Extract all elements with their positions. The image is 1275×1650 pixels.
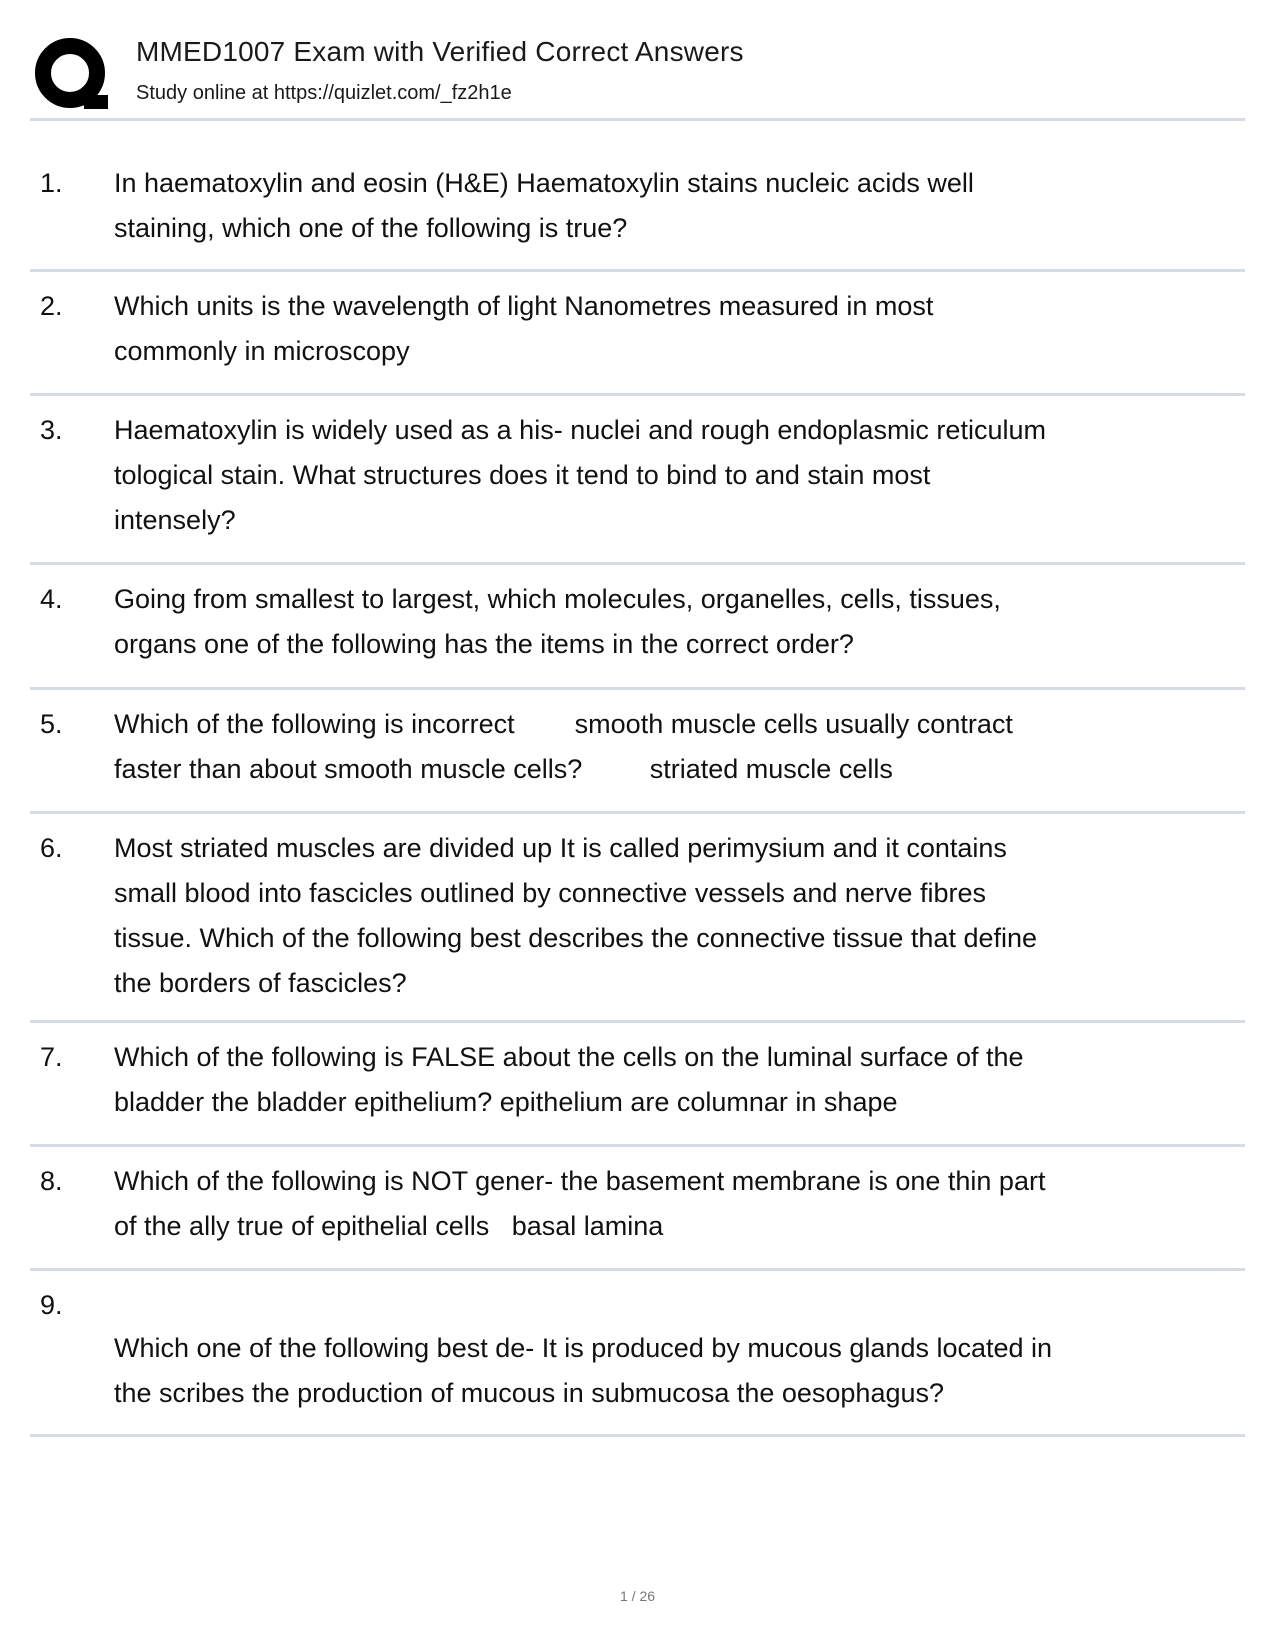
question-line: organs one of the following has the items in the correct order? bbox=[114, 629, 854, 659]
question-number: 6. bbox=[40, 833, 63, 863]
question-line: Most striated muscles are divided up It is called perimysium and it contains bbox=[114, 833, 1007, 863]
question-text bbox=[114, 1159, 1224, 1249]
question-number: 4. bbox=[40, 584, 63, 614]
document-subtitle: Study online at https://quizlet.com/_fz2h1e bbox=[136, 82, 512, 104]
question-item bbox=[30, 396, 1245, 565]
question-line: of the ally true of epithelial cells basal lamina bbox=[114, 1211, 664, 1241]
page-indicator: 1 / 26 bbox=[619, 1588, 656, 1604]
question-text bbox=[114, 284, 1224, 374]
question-line: the borders of fascicles? bbox=[114, 968, 407, 998]
question-line: Going from smallest to largest, which molecules, organelles, cells, tissues, bbox=[114, 584, 1001, 614]
question-text bbox=[114, 577, 1224, 667]
question-item bbox=[30, 690, 1245, 814]
question-line: Which units is the wavelength of light Nanometres measured in most bbox=[114, 291, 934, 321]
question-item bbox=[30, 272, 1245, 396]
question-number: 7. bbox=[40, 1042, 63, 1072]
quizlet-q-logo-icon bbox=[32, 35, 112, 115]
question-item bbox=[30, 1147, 1245, 1271]
question-line: the scribes the production of mucous in submucosa the oesophagus? bbox=[114, 1378, 945, 1408]
question-text bbox=[114, 1326, 1224, 1416]
question-item bbox=[30, 565, 1245, 690]
question-line: intensely? bbox=[114, 505, 236, 535]
question-text bbox=[114, 161, 1224, 251]
question-number: 8. bbox=[40, 1166, 63, 1196]
question-line: Which of the following is incorrect smooth muscle cells usually contract bbox=[114, 709, 1013, 739]
question-number: 1. bbox=[40, 168, 63, 198]
question-line: tological stain. What structures does it tend to bind to and stain most bbox=[114, 460, 931, 490]
question-line: faster than about smooth muscle cells? striated muscle cells bbox=[114, 754, 893, 784]
question-text bbox=[114, 826, 1224, 1006]
page-header bbox=[30, 30, 1245, 120]
question-text bbox=[114, 1035, 1224, 1125]
question-item bbox=[30, 814, 1245, 1023]
question-list bbox=[30, 121, 1245, 1437]
question-line: tissue. Which of the following best describes the connective tissue that define bbox=[114, 923, 1038, 953]
question-line: In haematoxylin and eosin (H&E) Haematoxylin stains nucleic acids well bbox=[114, 168, 974, 198]
question-item bbox=[30, 1023, 1245, 1147]
question-line: staining, which one of the following is true? bbox=[114, 213, 628, 243]
question-number: 9. bbox=[40, 1290, 63, 1320]
question-line: Which of the following is NOT gener- the basement membrane is one thin part bbox=[114, 1166, 1046, 1196]
question-line: Which one of the following best de- It is produced by mucous glands located in bbox=[114, 1333, 1053, 1363]
question-text bbox=[114, 408, 1224, 543]
question-line: small blood into fascicles outlined by connective vessels and nerve fibres bbox=[114, 878, 986, 908]
question-item bbox=[30, 121, 1245, 272]
question-number: 3. bbox=[40, 415, 63, 445]
question-number: 5. bbox=[40, 709, 63, 739]
question-number: 2. bbox=[40, 291, 63, 321]
question-text bbox=[114, 702, 1224, 792]
question-line: bladder the bladder epithelium? epithelium are columnar in shape bbox=[114, 1087, 898, 1117]
question-line: Which of the following is FALSE about the cells on the luminal surface of the bbox=[114, 1042, 1024, 1072]
question-item bbox=[30, 1271, 1245, 1437]
document-title: MMED1007 Exam with Verified Correct Answers bbox=[136, 36, 744, 67]
question-line: Haematoxylin is widely used as a his- nuclei and rough endoplasmic reticulum bbox=[114, 415, 1046, 445]
question-line: commonly in microscopy bbox=[114, 336, 410, 366]
